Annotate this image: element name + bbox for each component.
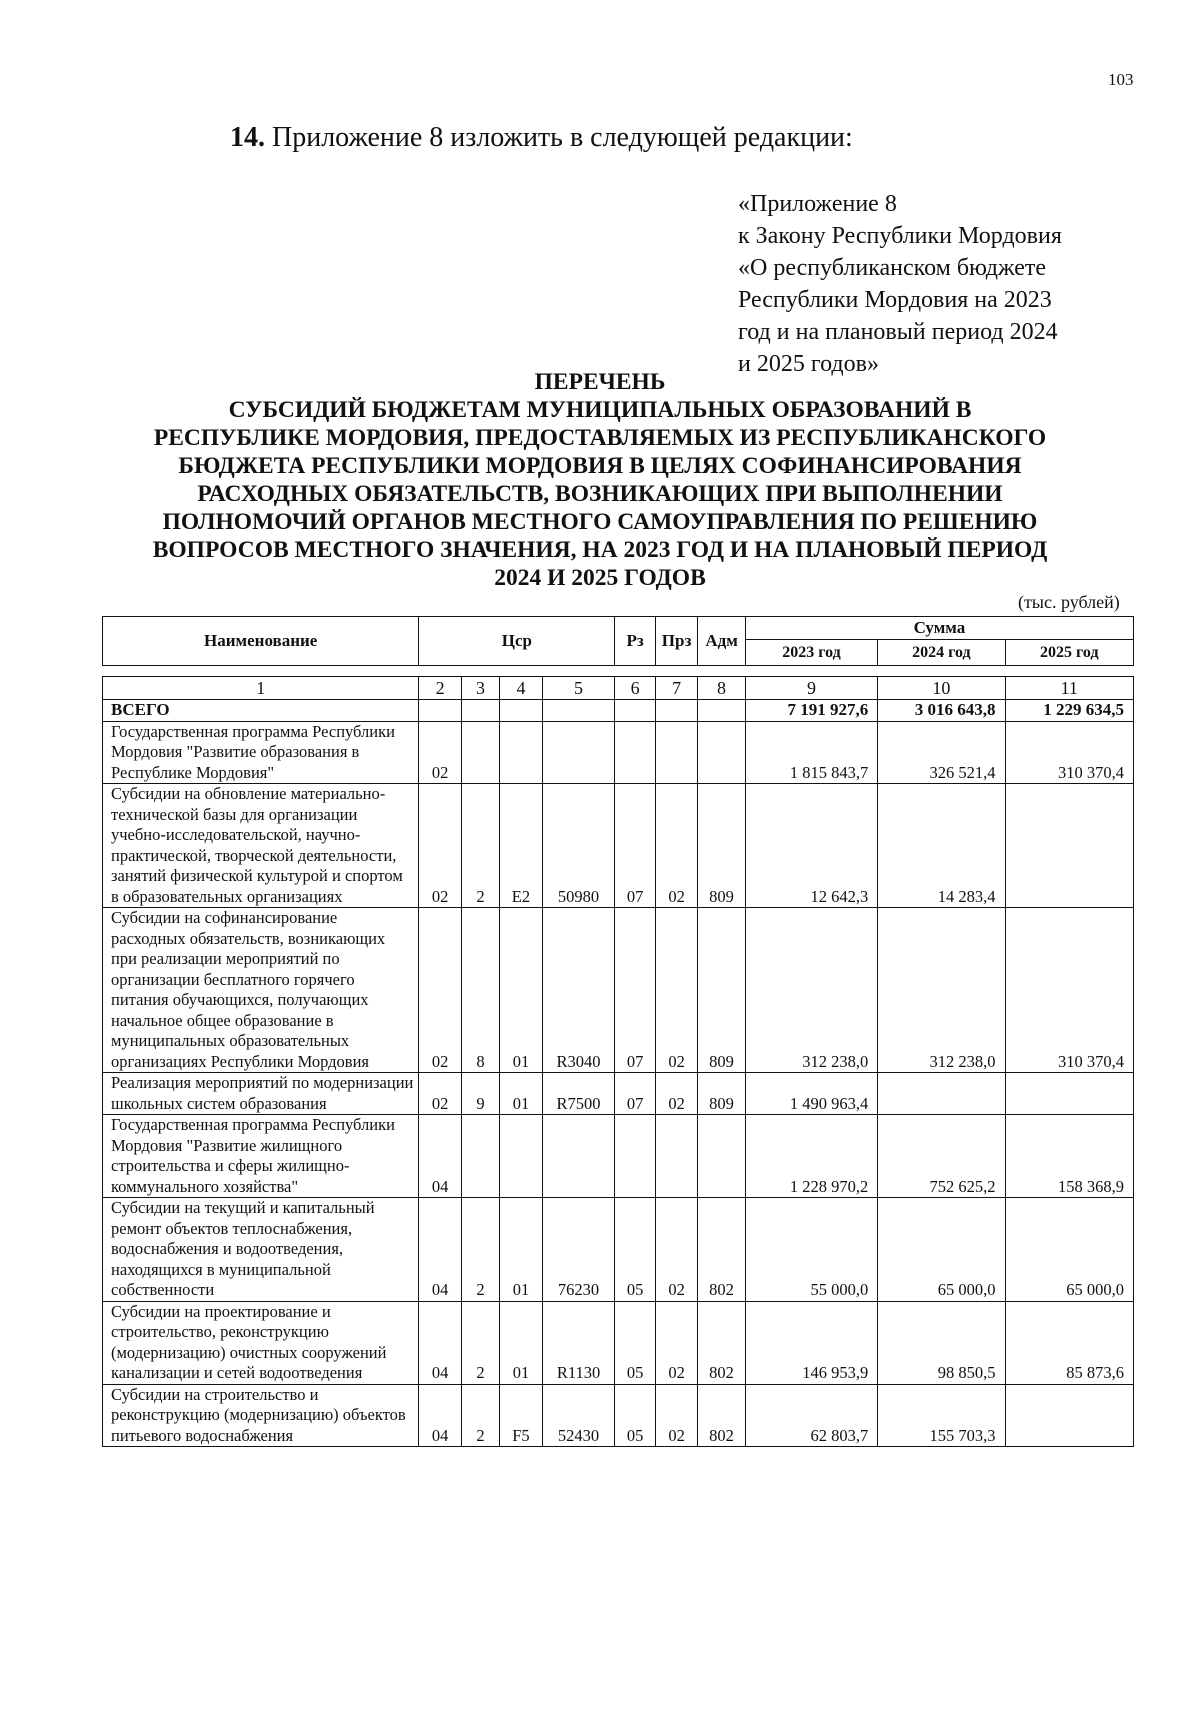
row-prz: 02 (655, 1198, 697, 1302)
row-rz: 07 (615, 1073, 655, 1115)
row-csr-event: 01 (500, 908, 542, 1073)
heading-line: ПЕРЕЧЕНЬ (534, 369, 666, 395)
row-csr-program: 02 (419, 908, 461, 1073)
units-label: (тыс. рублей) (1018, 592, 1120, 612)
row-amount-2024: 312 238,0 (878, 908, 1005, 1073)
row-rz: 07 (615, 784, 655, 908)
row-csr-event: 01 (500, 1301, 542, 1384)
row-amount-2023: 12 642,3 (745, 784, 877, 908)
column-number: 4 (500, 677, 542, 700)
appendix-line: год и на плановый период 2024 (738, 319, 1058, 345)
row-csr-event: 01 (500, 1073, 542, 1115)
row-amount-2025: 85 873,6 (1005, 1301, 1133, 1384)
row-prz: 02 (655, 1301, 697, 1384)
row-rz: 05 (615, 1384, 655, 1447)
row-amount-2023: 62 803,7 (745, 1384, 877, 1447)
column-number: 2 (419, 677, 461, 700)
appendix-reference (738, 188, 1158, 380)
row-amount-2023: 1 490 963,4 (745, 1073, 877, 1115)
row-prz (655, 721, 697, 784)
row-csr-program: 04 (419, 1301, 461, 1384)
column-number: 10 (878, 677, 1005, 700)
row-csr-program: 02 (419, 1073, 461, 1115)
row-csr-direction: 76230 (542, 1198, 615, 1302)
row-csr-event: E2 (500, 784, 542, 908)
row-amount-2024: 14 283,4 (878, 784, 1005, 908)
row-rz: 05 (615, 1301, 655, 1384)
row-rz: 05 (615, 1198, 655, 1302)
table-row (103, 784, 1134, 908)
row-rz (615, 1115, 655, 1198)
row-prz: 02 (655, 1384, 697, 1447)
row-csr-subprogram: 2 (461, 784, 499, 908)
table-row (103, 1301, 1134, 1384)
amendment-number: 14. (230, 122, 265, 153)
table-row (103, 1115, 1134, 1198)
table-row (103, 721, 1134, 784)
heading-line: ПОЛНОМОЧИЙ ОРГАНОВ МЕСТНОГО САМОУПРАВЛЕНИЯ ПО РЕШЕНИЮ (162, 509, 1038, 535)
row-csr-program: 04 (419, 1115, 461, 1198)
column-number: 7 (655, 677, 697, 700)
row-amount-2023: 1 815 843,7 (745, 721, 877, 784)
heading-line: РАСХОДНЫХ ОБЯЗАТЕЛЬСТВ, ВОЗНИКАЮЩИХ ПРИ ВЫПОЛНЕНИИ (197, 481, 1003, 507)
row-amount-2024: 98 850,5 (878, 1301, 1005, 1384)
page-number: 103 (1108, 70, 1134, 89)
heading-line: РЕСПУБЛИКЕ МОРДОВИЯ, ПРЕДОСТАВЛЯЕМЫХ ИЗ РЕСПУБЛИКАНСКОГО (153, 425, 1047, 451)
row-amount-2025 (1005, 784, 1133, 908)
row-csr-direction (542, 1115, 615, 1198)
row-csr-subprogram: 9 (461, 1073, 499, 1115)
row-adm: 809 (698, 1073, 746, 1115)
row-csr-direction: R3040 (542, 908, 615, 1073)
row-amount-2025: 65 000,0 (1005, 1198, 1133, 1302)
heading-line: БЮДЖЕТА РЕСПУБЛИКИ МОРДОВИЯ В ЦЕЛЯХ СОФИНАНСИРОВАНИЯ (178, 453, 1022, 479)
row-amount-2023: 1 228 970,2 (745, 1115, 877, 1198)
row-prz: 02 (655, 784, 697, 908)
appendix-line: и 2025 годов» (738, 351, 879, 377)
row-name: Субсидии на текущий и капитальный ремонт объектов теплоснабжения, водоснабжения и водоотведения, находящихся в муниципальной собственности (103, 1198, 419, 1302)
row-adm: 809 (698, 908, 746, 1073)
row-csr-subprogram (461, 1115, 499, 1198)
column-number: 8 (698, 677, 746, 700)
row-amount-2024 (878, 1073, 1005, 1115)
row-csr-subprogram: 8 (461, 908, 499, 1073)
row-adm: 802 (698, 1198, 746, 1302)
row-csr-subprogram: 2 (461, 1198, 499, 1302)
heading-line: ВОПРОСОВ МЕСТНОГО ЗНАЧЕНИЯ, НА 2023 ГОД И НА ПЛАНОВЫЙ ПЕРИОД (152, 537, 1048, 563)
header-sum: Сумма (745, 617, 1133, 640)
row-csr-subprogram: 2 (461, 1384, 499, 1447)
row-amount-2023: 312 238,0 (745, 908, 877, 1073)
total-2023: 7 191 927,6 (745, 700, 877, 722)
column-number: 6 (615, 677, 655, 700)
column-number: 9 (745, 677, 877, 700)
row-name: Субсидии на обновление материально-технической базы для организации учебно-исследовательской, научно-практической, творческой деятельности, занятий физической культурой и спортом в образовательных организациях (103, 784, 419, 908)
row-amount-2025: 310 370,4 (1005, 721, 1133, 784)
appendix-line: к Закону Республики Мордовия (738, 223, 1062, 249)
row-name: Реализация мероприятий по модернизации школьных систем образования (103, 1073, 419, 1115)
row-csr-event: 01 (500, 1198, 542, 1302)
row-csr-direction (542, 721, 615, 784)
row-adm: 802 (698, 1384, 746, 1447)
row-prz: 02 (655, 1073, 697, 1115)
row-name: Субсидии на строительство и реконструкцию (модернизацию) объектов питьевого водоснабжения (103, 1384, 419, 1447)
row-amount-2024: 752 625,2 (878, 1115, 1005, 1198)
row-csr-direction: 52430 (542, 1384, 615, 1447)
row-amount-2023: 146 953,9 (745, 1301, 877, 1384)
table-row (103, 1073, 1134, 1115)
appendix-line: «О республиканском бюджете (738, 255, 1047, 281)
appendix-line: Республики Мордовия на 2023 (738, 287, 1052, 313)
row-csr-direction: R7500 (542, 1073, 615, 1115)
appendix-line: «Приложение 8 (738, 191, 897, 217)
row-csr-program: 04 (419, 1384, 461, 1447)
row-csr-direction: R1130 (542, 1301, 615, 1384)
column-number-row (103, 677, 1134, 700)
amendment-text: Приложение 8 изложить в следующей редакции: (272, 122, 853, 153)
row-adm (698, 721, 746, 784)
document-heading (150, 368, 1050, 592)
heading-line: СУБСИДИЙ БЮДЖЕТАМ МУНИЦИПАЛЬНЫХ ОБРАЗОВАНИЙ В (228, 397, 972, 423)
row-csr-program: 04 (419, 1198, 461, 1302)
column-number: 1 (103, 677, 419, 700)
heading-line: 2024 И 2025 ГОДОВ (494, 565, 706, 591)
row-name: Субсидии на проектирование и строительство, реконструкцию (модернизацию) очистных сооружений канализации и сетей водоотведения (103, 1301, 419, 1384)
row-csr-program: 02 (419, 784, 461, 908)
row-rz: 07 (615, 908, 655, 1073)
row-name: Государственная программа Республики Мордовия "Развитие образования в Республике Мордовия" (103, 721, 419, 784)
header-2025: 2025 год (1005, 640, 1133, 666)
total-row (103, 700, 1134, 722)
header-name: Наименование (103, 617, 419, 666)
row-amount-2023: 55 000,0 (745, 1198, 877, 1302)
row-rz (615, 721, 655, 784)
amendment-intro (230, 122, 853, 154)
row-prz: 02 (655, 908, 697, 1073)
table-header (102, 616, 1134, 666)
row-amount-2024: 65 000,0 (878, 1198, 1005, 1302)
header-csr: Цср (419, 617, 615, 666)
table-row (103, 1198, 1134, 1302)
row-adm: 809 (698, 784, 746, 908)
table-row (103, 908, 1134, 1073)
row-amount-2025: 158 368,9 (1005, 1115, 1133, 1198)
subsidies-table (102, 676, 1134, 1447)
row-csr-event (500, 721, 542, 784)
column-number: 5 (542, 677, 615, 700)
row-csr-subprogram: 2 (461, 1301, 499, 1384)
header-2023: 2023 год (745, 640, 877, 666)
column-number: 3 (461, 677, 499, 700)
row-name: Государственная программа Республики Мордовия "Развитие жилищного строительства и сферы жилищно-коммунального хозяйства" (103, 1115, 419, 1198)
row-amount-2024: 326 521,4 (878, 721, 1005, 784)
total-2025: 1 229 634,5 (1005, 700, 1133, 722)
table-rows (103, 721, 1134, 1447)
row-amount-2025: 310 370,4 (1005, 908, 1133, 1073)
row-prz (655, 1115, 697, 1198)
row-csr-subprogram (461, 721, 499, 784)
row-name: Субсидии на софинансирование расходных обязательств, возникающих при реализации мероприятий по организации бесплатного горячего питания обучающихся, получающих начальное общее образование в муниципальных образовательных организациях Республики Мордовия (103, 908, 419, 1073)
row-amount-2025 (1005, 1073, 1133, 1115)
row-csr-program: 02 (419, 721, 461, 784)
header-2024: 2024 год (878, 640, 1005, 666)
row-amount-2025 (1005, 1384, 1133, 1447)
table-row (103, 1384, 1134, 1447)
total-2024: 3 016 643,8 (878, 700, 1005, 722)
column-number: 11 (1005, 677, 1133, 700)
header-adm: Адм (698, 617, 746, 666)
row-csr-event (500, 1115, 542, 1198)
row-amount-2024: 155 703,3 (878, 1384, 1005, 1447)
row-csr-direction: 50980 (542, 784, 615, 908)
header-prz: Прз (655, 617, 697, 666)
row-adm (698, 1115, 746, 1198)
total-label: ВСЕГО (103, 700, 419, 722)
row-adm: 802 (698, 1301, 746, 1384)
header-rz: Рз (615, 617, 655, 666)
row-csr-event: F5 (500, 1384, 542, 1447)
